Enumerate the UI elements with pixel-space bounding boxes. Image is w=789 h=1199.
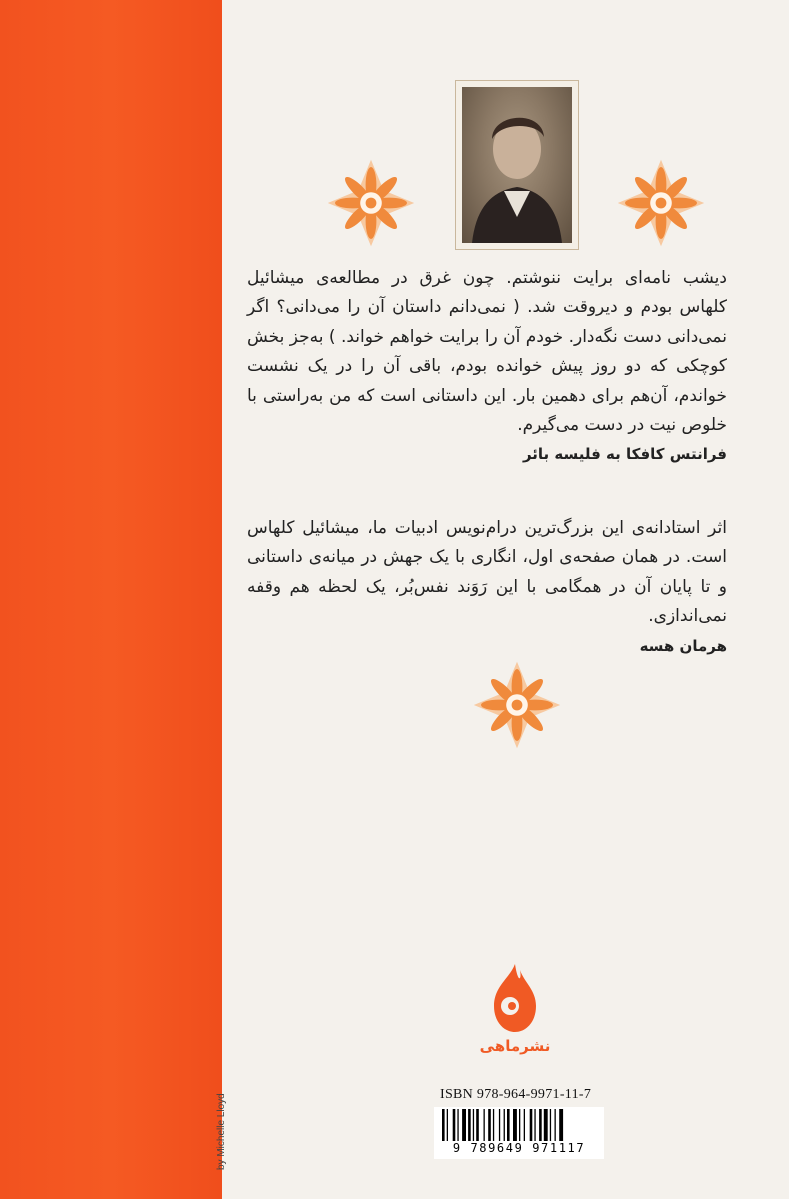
publisher-name: نشرماهی [479, 1037, 551, 1055]
hesse-quote-text: اثر استادانه‌ی این بزرگ‌ترین درام‌نویس ادبیات ما، میشائیل کلهاس است. در همان صفحه‌ی اول، انگاری با یک جهش در میانه‌ی داستانی و تا پایان آن در همگامی با این رَوَند نفس‌بُر، یک لحظه هم وقفه نمی‌اندازی. [247, 518, 727, 627]
hesse-quote-author: هرمان هسه [639, 636, 727, 655]
kafka-quote [247, 264, 727, 470]
isbn-label: ISBN 978-964-9971-11-7 [440, 1087, 592, 1102]
barcode-digits: 9 789649 971117 [434, 1141, 604, 1155]
portrait-frame [455, 80, 579, 250]
portrait-figure [462, 87, 572, 243]
floral-ornament-left-icon [326, 158, 416, 248]
photo-credit: by Michelle Lloyd [216, 1093, 227, 1170]
orange-spine [0, 0, 222, 1199]
floral-ornament-right-icon [616, 158, 706, 248]
kafka-quote-author: فرانتس کافکا به فلیسه بائر [522, 445, 727, 464]
author-portrait [462, 87, 572, 243]
kafka-quote-text: دیشب نامه‌ای برایت ننوشتم. چون غرق در مطالعه‌ی میشائیل کلهاس بودم و دیروقت شد. ( نمی‌دانم داستان آن را می‌دانی؟ اگر نمی‌دانی دست نگه‌دار. خودم آن را برایت خواهم خواند. ) به‌جز بخش کوچکی که دو روز پیش خوانده بودم، باقی آن را در یک نشست خواندم، آن‌هم برای دهمین بار. این داستانی است که من به‌راستی با خلوص نیت در دست می‌گیرم. [247, 268, 727, 436]
floral-ornament-center-icon [472, 660, 562, 750]
hesse-quote [247, 514, 727, 661]
